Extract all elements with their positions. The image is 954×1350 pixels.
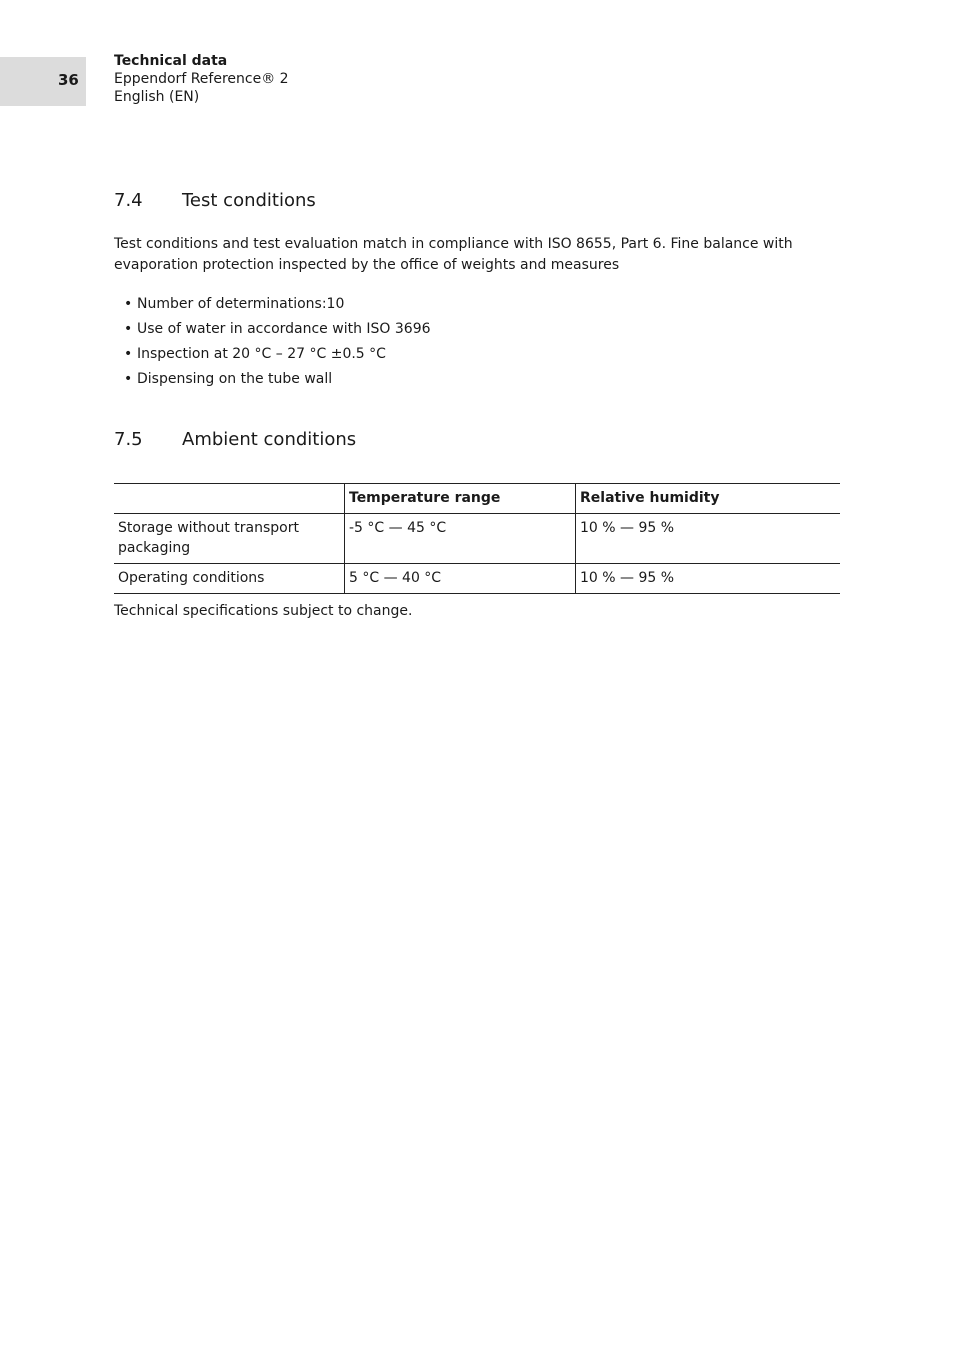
list-item-text: Number of determinations:10 xyxy=(137,296,345,312)
list-item xyxy=(114,319,431,344)
section-title: Test conditions xyxy=(182,190,316,211)
test-conditions-paragraph: Test conditions and test evaluation match in compliance with ISO 8655, Part 6. Fine balance with evaporation protection inspected by the office of weights and measures xyxy=(114,236,793,273)
bullet-icon: • xyxy=(124,346,133,362)
bullet-icon: • xyxy=(124,296,133,312)
table-row xyxy=(114,514,840,564)
list-item-text: Inspection at 20 °C – 27 °C ±0.5 °C xyxy=(137,346,386,362)
ambient-conditions-table xyxy=(114,483,840,594)
list-item-text: Use of water in accordance with ISO 3696 xyxy=(137,321,431,337)
section-number: 7.4 xyxy=(114,190,143,211)
test-conditions-list xyxy=(114,294,431,394)
table-cell: 5 °C — 40 °C xyxy=(345,564,576,594)
table-row xyxy=(114,564,840,594)
section-heading-test-conditions xyxy=(114,190,316,211)
table-cell: Storage without transport packaging xyxy=(114,514,345,564)
list-item xyxy=(114,294,431,319)
list-item xyxy=(114,369,431,394)
section-heading-ambient-conditions xyxy=(114,429,356,450)
table-header-cell: Relative humidity xyxy=(576,484,841,514)
list-item-text: Dispensing on the tube wall xyxy=(137,371,333,387)
table-cell: Operating conditions xyxy=(114,564,345,594)
list-item xyxy=(114,344,431,369)
table-cell: 10 % — 95 % xyxy=(576,564,841,594)
section-number: 7.5 xyxy=(114,429,143,450)
footnote: Technical specifications subject to change. xyxy=(114,603,413,619)
running-header xyxy=(114,52,289,106)
table-cell: 10 % — 95 % xyxy=(576,514,841,564)
header-product: Eppendorf Reference® 2 xyxy=(114,71,289,87)
bullet-icon: • xyxy=(124,371,133,387)
header-title: Technical data xyxy=(114,53,228,69)
bullet-icon: • xyxy=(124,321,133,337)
table-header-cell xyxy=(114,484,345,514)
table-header-cell: Temperature range xyxy=(345,484,576,514)
header-language: English (EN) xyxy=(114,89,200,105)
table-cell: -5 °C — 45 °C xyxy=(345,514,576,564)
table-header-row xyxy=(114,484,840,514)
section-title: Ambient conditions xyxy=(182,429,357,450)
page-number: 36 xyxy=(58,71,79,89)
